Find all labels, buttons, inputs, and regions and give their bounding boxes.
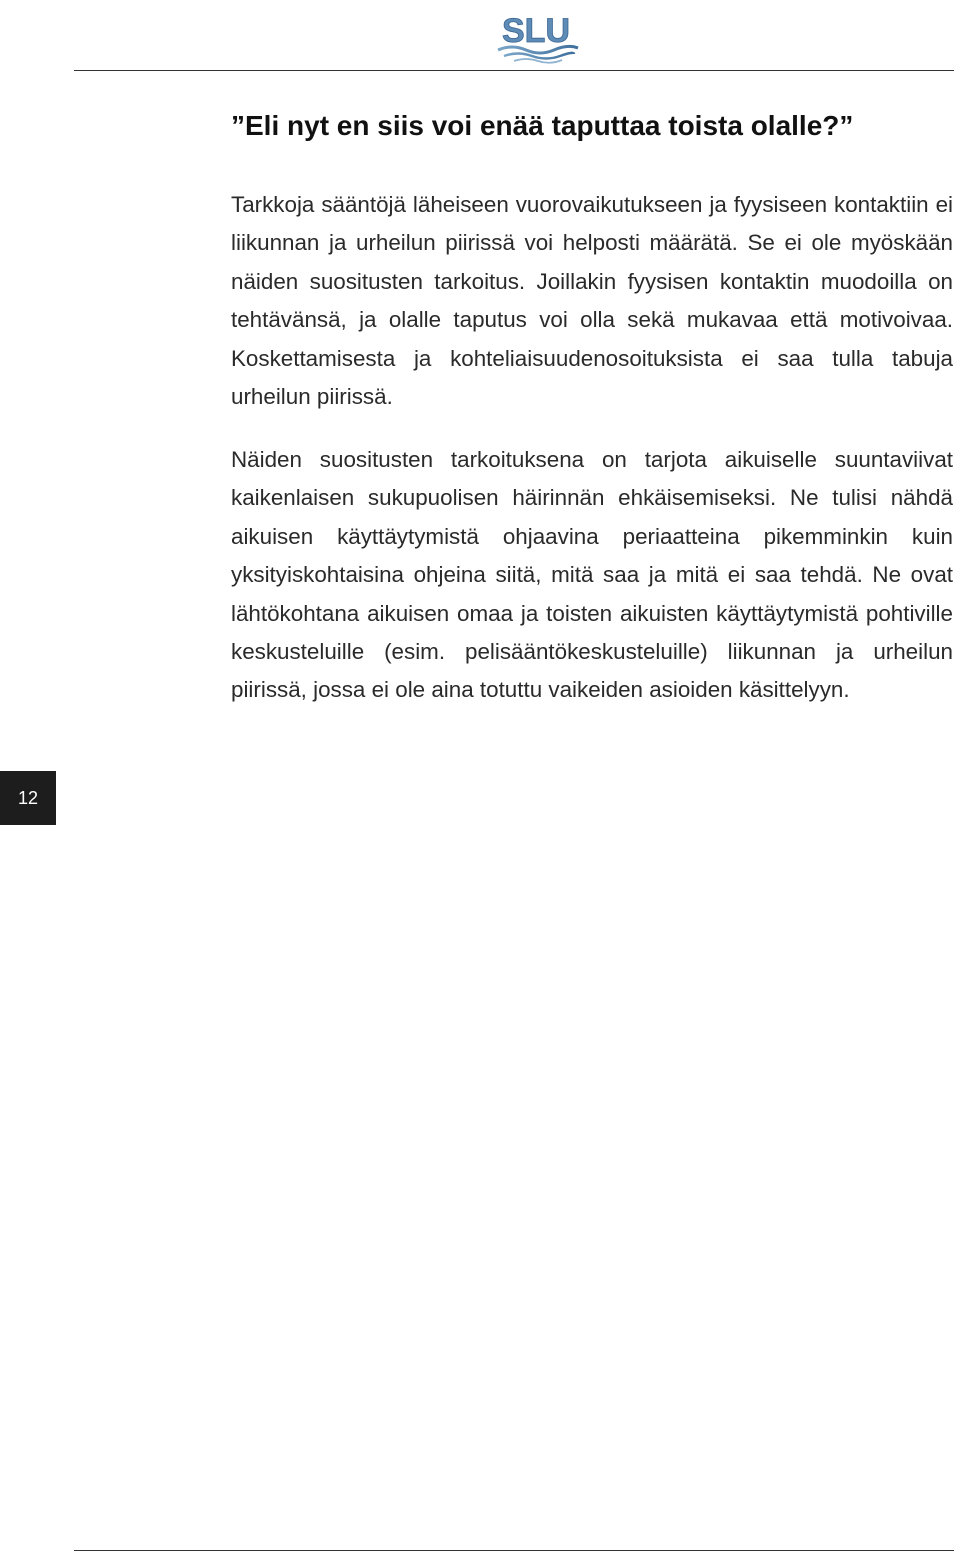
body-paragraph-1: Tarkkoja sääntöjä läheiseen vuorovaikutukseen ja fyysiseen kontaktiin ei liikunnan ja urheilun piirissä voi helposti määrätä. Se ei ole myöskään näiden suositusten tarkoitus. Joillakin fyysisen kontaktin muodoilla on tehtävänsä, ja olalle taputus voi olla sekä mukavaa että motivoivaa. Koskettamisesta ja kohteliaisuudenosoituksista ei saa tulla tabuja urheilun piirissä.	[231, 192, 953, 410]
slu-logo	[484, 6, 588, 66]
header-rule	[74, 70, 954, 71]
logo-lettering: SLU	[502, 12, 570, 50]
footer-rule	[74, 1550, 954, 1551]
article-heading: ”Eli nyt en siis voi enää taputtaa toista olalle?”	[231, 110, 854, 141]
page-number: 12	[17, 787, 39, 808]
body-paragraph-2: Näiden suositusten tarkoituksena on tarjota aikuiselle suuntaviivat kaikenlaisen sukupuolisen häirinnän ehkäisemiseksi. Ne tulisi nähdä aikuisen käyttäytymistä ohjaavina periaatteina pikemminkin kuin yksityiskohtaisina ohjeina siitä, mitä saa ja mitä ei saa tehdä. Ne ovat lähtökohtana aikuisen omaa ja toisten aikuisten käyttäytymistä pohtiville keskusteluille (esim. pelisääntökeskusteluille) liikunnan ja urheilun piirissä, jossa ei ole aina totuttu vaikeiden asioiden käsittelyyn.	[231, 447, 953, 703]
page-number-badge	[0, 771, 56, 825]
